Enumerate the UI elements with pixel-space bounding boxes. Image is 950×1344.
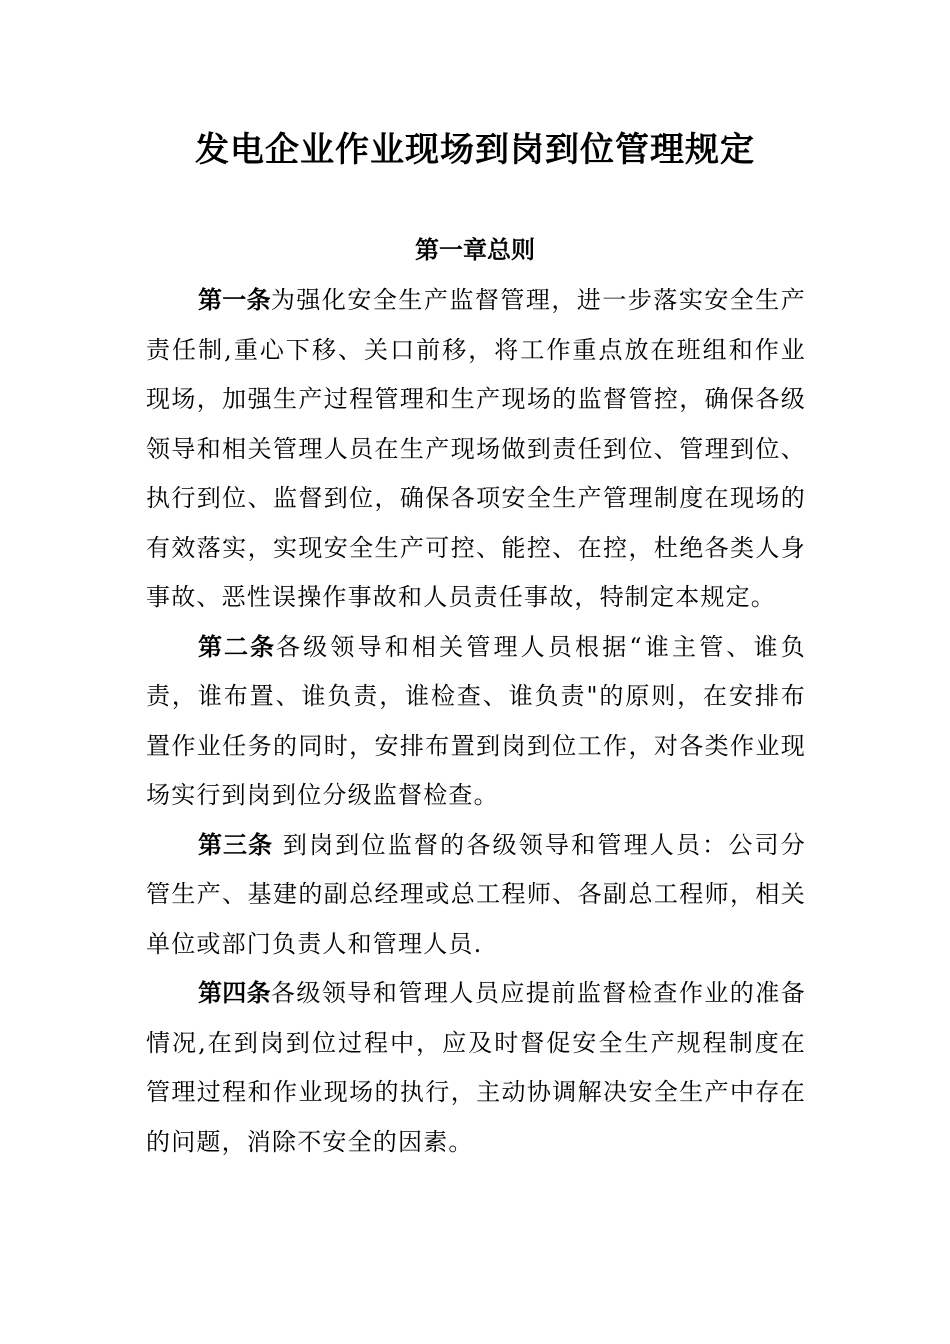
article-4-text: 各级领导和管理人员应提前监督检查作业的准备情况,在到岗到位过程中，应及时督促安全生产规程制度在管理过程和作业现场的执行，主动协调解决安全生产中存在的问题，消除不安全的因素。 — [146, 979, 806, 1156]
article-1-label: 第一条 — [198, 286, 271, 314]
article-1 — [146, 276, 806, 623]
article-3-text: 到岗到位监督的各级领导和管理人员：公司分管生产、基建的副总经理或总工程师、各副总工程师，相关单位或部门负责人和管理人员. — [146, 830, 807, 958]
article-3-label: 第三条 — [198, 830, 274, 859]
article-4 — [146, 969, 806, 1167]
chapter-heading: 第一章总则 — [415, 236, 535, 264]
article-1-text: 为强化安全生产监督管理，进一步落实安全生产责任制,重心下移、关口前移，将工作重点放在班组和作业现场，加强生产过程管理和生产现场的监督管控，确保各级领导和相关管理人员在生产现场做到责任到位、管理到位、执行到位、监督到位，确保各项安全生产管理制度在现场的有效落实，实现安全生产可控、能控、在控，杜绝各类人身事故、恶性误操作事故和人员责任事故，特制定本规定。 — [146, 286, 806, 611]
article-3 — [146, 821, 806, 970]
article-2 — [146, 623, 806, 821]
document-title: 发电企业作业现场到岗到位管理规定 — [195, 130, 755, 170]
article-2-text: 各级领导和相关管理人员根据“谁主管、谁负责，谁布置、谁负责，谁检查、谁负责"的原则，在安排布置作业任务的同时，安排布置到岗到位工作，对各类作业现场实行到岗到位分级监督检查。 — [146, 632, 806, 809]
document-body — [146, 276, 806, 1167]
article-2-label: 第二条 — [198, 632, 276, 661]
article-4-label: 第四条 — [198, 979, 271, 1007]
